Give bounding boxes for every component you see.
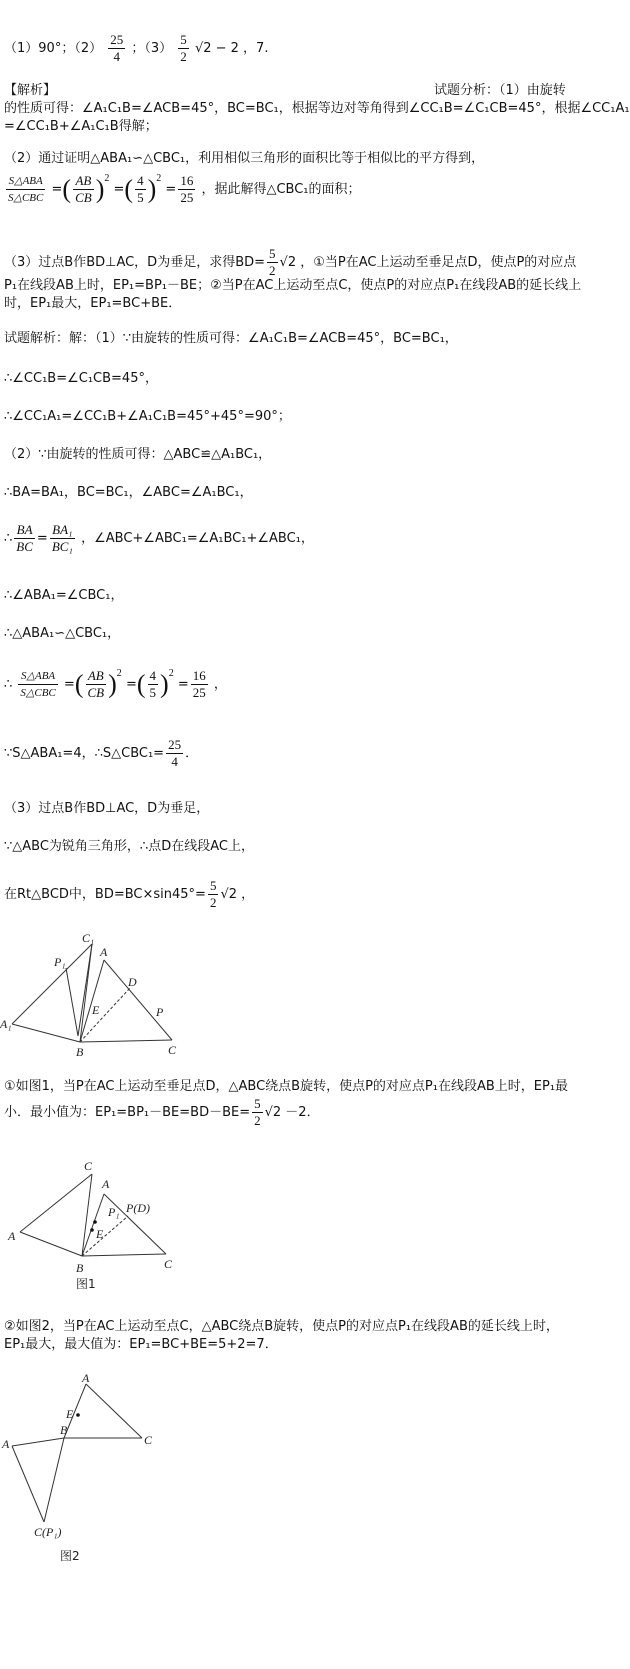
equation-2: ∴ $\frac{BA}{BC}$ = $\frac{\text{BA₁}}{\text{BC₁}}$ ，∠ABC+∠ABC₁=∠A₁BC₁+∠ABC₁， — [4, 522, 314, 554]
line-11: ∴BA=BA₁，BC=BC₁，∠ABC=∠A₁BC₁， — [4, 485, 253, 500]
fig1-label-b: B — [76, 1261, 84, 1275]
fig1-caption: 图1 — [76, 1277, 96, 1290]
analysis-right: 试题分析：（1）由旋转 — [434, 83, 566, 98]
line-4: （3）过点B作BD⊥AC，D为垂足，求得BD= $\frac{5}{2}$ √2 ，①当P在AC上运动至垂足点D，使点P的对应点 — [4, 246, 577, 278]
fig1-label-a-left: A — [8, 1229, 16, 1243]
fig1-label-c-top: C — [84, 1159, 93, 1173]
line-19: 小．最小值为：EP₁=BP₁－BE=BD－BE= $\frac{5}{2}$ √2 －2． — [4, 1096, 320, 1128]
eq1-ab-cb: $\frac{AB}{CB}$ — [75, 173, 92, 205]
eq1-16-25: $\frac{16}{25}$ — [180, 173, 194, 205]
line-20: ②如图2，当P在AC上运动至点C，△ABC绕点B旋转，使点P的对应点P₁在线段AB的延长线上时， — [4, 1319, 559, 1334]
eq3-4-5: $\frac{4}{5}$ — [149, 668, 157, 700]
fraction-5-2: $\frac{5}{2}$ — [180, 32, 187, 64]
eq1-4-5: $\frac{4}{5}$ — [137, 173, 144, 205]
line-12: ∴∠ABA₁=∠CBC₁， — [4, 588, 124, 603]
equation-1: $\frac{\text{S△ABA}}{\text{S△CBC}}$ =( $\frac{AB}{CB}$ )$^2$ =( $\frac{4}{5}$ )$^2$ = $\frac{16}{25}$ ，据此解得△CBC₁的面积； — [8, 173, 361, 205]
line-5: P₁在线段AB上时，EP₁=BP₁－BE；②当P在AC上运动至点C，使点P的对应点P₁在线段AB的延长线上 — [4, 278, 582, 293]
eq3-16-25: $\frac{16}{25}$ — [192, 668, 206, 700]
line-21: EP₁最大，最大值为：EP₁=BC+BE=5+2=7． — [4, 1337, 278, 1352]
fig0-label-d: D — [128, 975, 137, 989]
fig2-label-e: E — [66, 1407, 74, 1421]
answer-part-1: （1）90°；（2） — [4, 41, 103, 56]
fig0-label-c1: C₁ — [82, 931, 95, 945]
answer-line — [4, 32, 268, 65]
fraction-5-2-b: $\frac{5}{2}$ — [269, 246, 276, 278]
eq3-area-ratio: $\frac{\text{S△ABA}}{\text{S△CBC}}$ — [20, 670, 56, 699]
line-10: （2）∵由旋转的性质可得：△ABC≌△A₁BC₁， — [4, 447, 272, 462]
line-15: （3）过点B作BD⊥AC，D为垂足， — [4, 801, 210, 816]
fraction-25-4-b: $\frac{25}{4}$ — [168, 737, 182, 769]
line-7: 试题解析：解：（1）∵由旋转的性质可得：∠A₁C₁B=∠ACB=45°，BC=BC₁， — [4, 331, 458, 346]
fig1-label-pd: P(D) — [126, 1201, 150, 1215]
figure-1 — [0, 1150, 200, 1290]
fraction-25-4: $\frac{25}{4}$ — [110, 32, 124, 64]
fraction-5-2-d: $\frac{5}{2}$ — [254, 1096, 261, 1128]
figure-rotation-overview — [0, 930, 200, 1060]
line-8: ∴∠CC₁B=∠C₁CB=45°， — [4, 371, 158, 386]
fig2-label-cp1: C(P₁) — [34, 1525, 62, 1539]
line-13: ∴△ABA₁∽△CBC₁， — [4, 626, 121, 641]
eq1-area-ratio: $\frac{\text{S△ABA}}{\text{S△CBC}}$ — [8, 175, 44, 204]
fig1-label-a: A — [102, 1177, 110, 1191]
fig0-label-a1: A₁ — [0, 1017, 12, 1031]
fig1-label-c: C — [164, 1257, 173, 1271]
fig0-label-a: A — [100, 945, 108, 959]
fig2-label-b: B — [60, 1423, 68, 1437]
fig1-label-p1: P₁ — [108, 1205, 120, 1219]
line-6: 时，EP₁最大，EP₁=BC+BE． — [4, 296, 182, 311]
line-3: （2）通过证明△ABA₁∽△CBC₁，利用相似三角形的面积比等于相似比的平方得到， — [4, 151, 485, 166]
line-2: =∠CC₁B+∠A₁C₁B得解； — [4, 119, 158, 134]
fraction-5-2-c: $\frac{5}{2}$ — [209, 878, 217, 910]
answer-part-2: ；（3） — [131, 41, 173, 56]
analysis-header: 【解析】 — [4, 83, 57, 98]
line-1: 的性质可得：∠A₁C₁B=∠ACB=45°，BC=BC₁，根据等边对等角得到∠CC₁B=∠C₁CB=45°，根据∠CC₁A₁ — [4, 101, 630, 116]
fig1-label-e: E — [96, 1227, 104, 1241]
equation-3: ∴ $\frac{\text{S△ABA}}{\text{S△CBC}}$ =( $\frac{AB}{CB}$ )$^2$ =( $\frac{4}{5}$ )$^2$ = $\frac{16}{25}$ ， — [4, 668, 227, 700]
fig0-label-c: C — [168, 1043, 177, 1057]
figure-2 — [0, 1370, 200, 1570]
fig0-label-p1: P₁ — [54, 955, 66, 969]
fig2-label-a: A — [82, 1371, 90, 1385]
fig0-label-b: B — [76, 1045, 84, 1059]
eq2-ba-bc: $\frac{BA}{BC}$ — [16, 522, 33, 554]
line-9: ∴∠CC₁A₁=∠CC₁B+∠A₁C₁B=45°+45°=90°； — [4, 409, 291, 424]
fig2-caption: 图2 — [60, 1549, 80, 1563]
fig0-label-p: P — [156, 1005, 164, 1019]
answer-part-3: √2 − 2 ，7. — [194, 41, 269, 56]
eq3-ab-cb: $\frac{AB}{CB}$ — [87, 668, 105, 700]
fig2-label-a-left: A — [2, 1437, 10, 1451]
eq2-ba1-bc1: $\frac{\text{BA₁}}{\text{BC₁}}$ — [51, 522, 73, 554]
fig2-label-c: C — [144, 1433, 153, 1447]
line-17: 在Rt△BCD中，BD=BC×sin45°= $\frac{5}{2}$ √2 ， — [4, 878, 255, 910]
line-14: ∵S△ABA₁=4，∴S△CBC₁= $\frac{25}{4}$ ． — [4, 737, 199, 769]
line-16: ∵△ABC为锐角三角形，∴点D在线段AC上， — [4, 839, 254, 854]
line-18: ①如图1，当P在AC上运动至垂足点D，△ABC绕点B旋转，使点P的对应点P₁在线段AB上时，EP₁最 — [4, 1079, 569, 1094]
fig0-label-e: E — [92, 1003, 100, 1017]
